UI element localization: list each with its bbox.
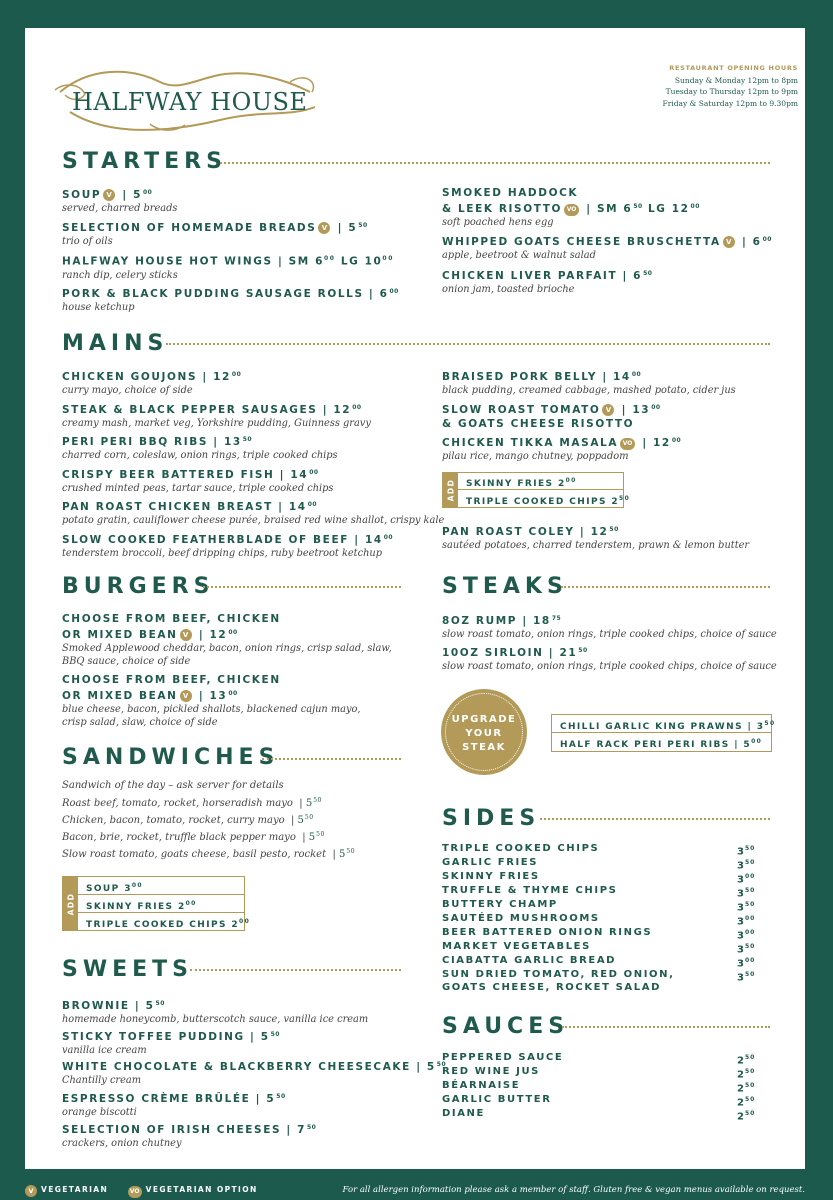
sides-heading: SIDES <box>442 806 541 831</box>
menu-item: 8OZ RUMP | $18^{75}$ slow roast tomato, onion rings, triple cooked chips, choice of sauce <box>442 615 777 640</box>
menu-item: PAN ROAST CHICKEN BREAST | $14^{00}$ potato gratin, cauliflower cheese purée, braised red wine shallot, crispy kale <box>62 501 445 526</box>
menu-item: PAN ROAST COLEY | $12^{50}$ sautéed potatoes, charred tenderstem, prawn & lemon butter <box>442 526 750 551</box>
section-divider <box>203 586 401 588</box>
menu-item: PERI PERI BBQ RIBS | $13^{50}$ charred corn, coleslaw, onion rings, triple cooked chips <box>62 436 338 461</box>
side-item: BEER BATTERED ONION RINGS $3^{00}$ <box>442 927 756 942</box>
menu-item: CRISPY BEER BATTERED FISH | $14^{00}$ crushed minted peas, tartar sauce, triple cooked chips <box>62 469 334 494</box>
sandwich-line: Slow roast tomato, goats cheese, basil pesto, rocket | $5^{50}$ <box>62 848 356 860</box>
opening-hours <box>663 63 798 109</box>
menu-item: SLOW ROAST TOMATO V | $13^{00}$ & GOATS CHEESE RISOTTO <box>442 404 661 430</box>
vegetarian-badge: V <box>318 222 330 234</box>
menu-item: SOUP V | $5^{00}$ served, charred breads <box>62 189 178 214</box>
sandwiches-heading: SANDWICHES <box>62 745 280 770</box>
mains-add-box <box>442 472 631 508</box>
side-item: CIABATTA GARLIC BREAD $3^{00}$ <box>442 955 756 970</box>
add-tab: ADD <box>443 473 458 507</box>
mains-heading: MAINS <box>62 331 169 356</box>
add-row: SOUP $3^{00}$ <box>78 877 244 895</box>
opening-hours-title: RESTAURANT OPENING HOURS <box>669 64 798 72</box>
add-row: TRIPLE COOKED CHIPS $2^{00}$ <box>86 918 251 930</box>
upgrade-steak-badge: UPGRADE YOUR STEAK <box>441 689 527 775</box>
menu-item: STEAK & BLACK PEPPER SAUSAGES | $12^{00}$ creamy mash, market veg, Yorkshire pudding, Guinness gravy <box>62 404 371 429</box>
vegetarian-badge: V <box>602 404 614 416</box>
side-item: BUTTERY CHAMP $3^{50}$ <box>442 899 756 914</box>
opening-hours-line: Sunday & Monday 12pm to 8pm <box>674 75 798 85</box>
section-divider <box>562 1026 770 1028</box>
menu-item: CHICKEN LIVER PARFAIT | $6^{50}$ onion jam, toasted brioche <box>442 270 653 295</box>
sandwich-add-box <box>62 876 251 931</box>
menu-item: PORK & BLACK PUDDING SAUSAGE ROLLS | $6^{00}$ house ketchup <box>62 288 399 313</box>
vegetarian-badge: V <box>180 629 192 641</box>
menu-item: ESPRESSO CRÈME BRÛLÉE | $5^{50}$ orange biscotti <box>62 1093 286 1118</box>
burgers-heading: BURGERS <box>62 574 215 599</box>
vegetarian-badge: V <box>25 1185 37 1197</box>
menu-item: STICKY TOFFEE PUDDING | $5^{50}$ vanilla ice cream <box>62 1031 280 1056</box>
section-divider <box>190 969 401 971</box>
menu-item: WHITE CHOCOLATE & BLACKBERRY CHEESECAKE | $5^{50}$ Chantilly cream <box>62 1061 447 1086</box>
sandwich-line: Roast beef, tomato, rocket, horseradish mayo | $5^{50}$ <box>62 797 322 809</box>
logo-text: HALFWAY HOUSE <box>72 88 308 116</box>
opening-hours-line: Tuesday to Thursday 12pm to 9pm <box>665 87 798 96</box>
side-item: TRUFFLE & THYME CHIPS $3^{50}$ <box>442 885 756 900</box>
menu-item: 10OZ SIRLOIN | $21^{50}$ slow roast tomato, onion rings, triple cooked chips, choice of sauce <box>442 647 777 672</box>
menu-item: HALFWAY HOUSE HOT WINGS | SM $6^{00}$ LG $10^{00}$ ranch dip, celery sticks <box>62 255 394 281</box>
starters-heading: STARTERS <box>62 149 227 174</box>
section-divider <box>540 818 770 820</box>
add-row: SKINNY FRIES $2^{00}$ <box>78 895 244 913</box>
sandwich-line: Sandwich of the day – ask server for details <box>62 780 284 791</box>
vegetarian-badge: V <box>103 189 115 201</box>
side-item: MARKET VEGETABLES $3^{50}$ <box>442 941 756 956</box>
sandwich-line: Chicken, bacon, tomato, rocket, curry mayo | $5^{50}$ <box>62 814 314 826</box>
side-item: SAUTÉED MUSHROOMS $3^{00}$ <box>442 913 756 928</box>
upgrade-row: CHILLI GARLIC KING PRAWNS | $3^{50}$ <box>552 715 771 733</box>
side-item: GARLIC FRIES $3^{50}$ <box>442 857 756 872</box>
halfway-house-logo <box>50 62 320 137</box>
menu-item: CHOOSE FROM BEEF, CHICKEN OR MIXED BEAN V | $13^{00}$ blue cheese, bacon, pickled shallots, blackened cajun mayo, crisp salad, slaw, choice of side <box>62 674 361 728</box>
footer-legend: V VEGETARIAN VO VEGETARIAN OPTION <box>25 1185 258 1198</box>
sauce-item: DIANE $2^{50}$ <box>442 1108 756 1123</box>
sandwich-line: Bacon, brie, rocket, truffle black pepper mayo | $5^{50}$ <box>62 831 325 843</box>
sauce-item: GARLIC BUTTER $2^{50}$ <box>442 1094 756 1109</box>
sauce-item: RED WINE JUS $2^{50}$ <box>442 1066 756 1081</box>
menu-item: SLOW COOKED FEATHERBLADE OF BEEF | $14^{00}$ tenderstem broccoli, beef dripping chips, ruby beetroot ketchup <box>62 534 394 559</box>
steaks-heading: STEAKS <box>442 574 568 599</box>
vegetarian-option-badge: VO <box>620 438 635 450</box>
menu-item: WHIPPED GOATS CHEESE BRUSCHETTA V | $6^{00}$ apple, beetroot & walnut salad <box>442 236 772 261</box>
vegetarian-option-badge: VO <box>128 1186 142 1198</box>
vegetarian-badge: V <box>180 690 192 702</box>
add-row: SKINNY FRIES $2^{00}$ <box>458 473 623 490</box>
opening-hours-line: Friday & Saturday 12pm to 9.30pm <box>662 98 798 108</box>
upgrade-options-box <box>551 714 776 752</box>
side-item: TRIPLE COOKED CHIPS $3^{50}$ <box>442 843 756 858</box>
add-row: TRIPLE COOKED CHIPS $2^{50}$ <box>466 495 631 507</box>
sauce-item: BÉARNAISE $2^{50}$ <box>442 1080 756 1095</box>
menu-item: CHICKEN TIKKA MASALA VO | $12^{00}$ pilau rice, mango chutney, poppadom <box>442 437 682 462</box>
section-divider <box>220 162 770 164</box>
menu-item: SELECTION OF HOMEMADE BREADS V | $5^{50}$ trio of oils <box>62 222 368 247</box>
menu-item: SMOKED HADDOCK & LEEK RISOTTO VO | SM $6^{50}$ LG $12^{00}$ soft poached hens egg <box>442 187 700 228</box>
section-divider <box>262 758 401 760</box>
sauce-item: PEPPERED SAUCE $2^{50}$ <box>442 1052 756 1067</box>
section-divider <box>561 586 770 588</box>
allergen-note: For all allergen information please ask a member of staff. Gluten free & vegan menus available on request. <box>342 1185 805 1195</box>
vegetarian-option-badge: VO <box>564 204 579 216</box>
menu-item: BROWNIE | $5^{50}$ homemade honeycomb, butterscotch sauce, vanilla ice cream <box>62 1000 369 1025</box>
add-tab: ADD <box>63 877 78 930</box>
sauces-heading: SAUCES <box>442 1014 570 1039</box>
menu-item: CHICKEN GOUJONS | $12^{00}$ curry mayo, choice of side <box>62 371 242 396</box>
section-divider <box>166 343 770 345</box>
menu-item: CHOOSE FROM BEEF, CHICKEN OR MIXED BEAN V | $12^{00}$ Smoked Applewood cheddar, bacon, onion rings, crisp salad, slaw, BBQ sauce, choice of side <box>62 613 392 667</box>
menu-item: BRAISED PORK BELLY | $14^{00}$ black pudding, creamed cabbage, mashed potato, cider jus <box>442 371 736 396</box>
side-item: SUN DRIED TOMATO, RED ONION, GOATS CHEESE, ROCKET SALAD $3^{50}$ <box>442 969 756 993</box>
sweets-heading: SWEETS <box>62 957 194 982</box>
upgrade-row: HALF RACK PERI PERI RIBS | $5^{00}$ <box>560 738 763 750</box>
vegetarian-badge: V <box>723 236 735 248</box>
side-item: SKINNY FRIES $3^{00}$ <box>442 871 756 886</box>
menu-item: SELECTION OF IRISH CHEESES | $7^{50}$ crackers, onion chutney <box>62 1124 317 1149</box>
